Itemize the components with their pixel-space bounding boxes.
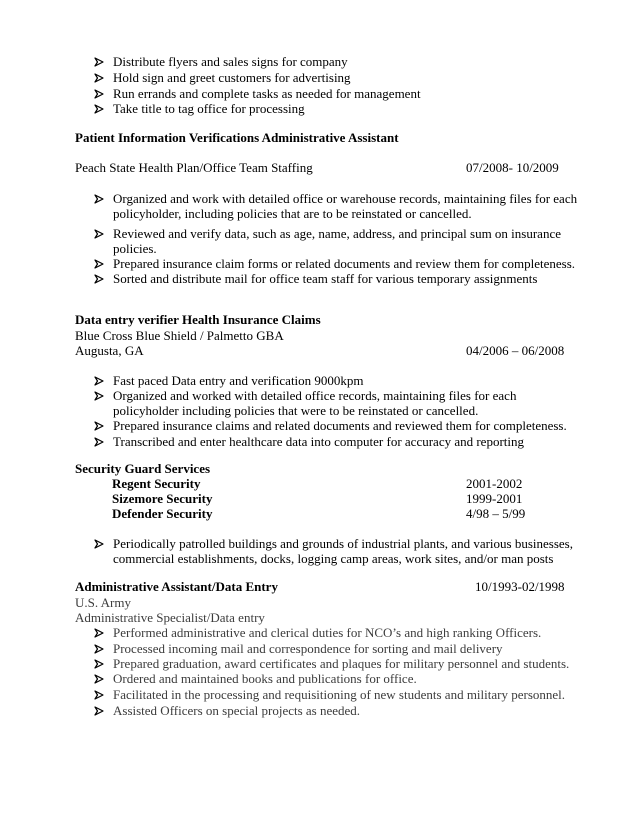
bullet-text: Fast paced Data entry and verification 9000kpm bbox=[113, 373, 364, 388]
bullet-text: Performed administrative and clerical duties for NCO’s and high ranking Officers. bbox=[113, 625, 542, 640]
bullet-text: Transcribed and enter healthcare data into computer for accuracy and reporting bbox=[113, 434, 525, 449]
bullet-text: Distribute flyers and sales signs for company bbox=[113, 54, 348, 69]
employer: Blue Cross Blue Shield / Palmetto GBA bbox=[75, 328, 284, 343]
job-title: Data entry verifier Health Insurance Claims bbox=[75, 312, 321, 327]
bullet-text: Assisted Officers on special projects as needed. bbox=[113, 703, 361, 718]
arrow-bullet-icon bbox=[94, 373, 104, 388]
bullet-text: Prepared insurance claims and related documents and reviewed them for completeness. bbox=[113, 418, 567, 433]
arrow-bullet-icon bbox=[94, 434, 104, 449]
list-item bbox=[94, 388, 516, 418]
arrow-bullet-icon bbox=[94, 641, 104, 656]
list-item bbox=[94, 656, 569, 671]
employer: Sizemore Security bbox=[112, 491, 213, 506]
dates: 4/98 – 5/99 bbox=[466, 506, 526, 521]
arrow-bullet-icon bbox=[94, 536, 104, 551]
arrow-bullet-icon bbox=[94, 625, 104, 640]
bullet-text: Run errands and complete tasks as needed for management bbox=[113, 86, 421, 101]
dates: 2001-2002 bbox=[466, 476, 523, 491]
list-item bbox=[94, 625, 541, 640]
bullet-text: Take title to tag office for processing bbox=[113, 101, 305, 116]
bullet-text: policyholder including policies that were to be reinstated or cancelled. bbox=[113, 403, 479, 418]
arrow-bullet-icon bbox=[94, 271, 104, 286]
list-item bbox=[94, 271, 537, 286]
list-item bbox=[94, 101, 305, 116]
employer: Regent Security bbox=[112, 476, 201, 491]
bullet-text: Prepared graduation, award certificates and plaques for military personnel and students. bbox=[113, 656, 570, 671]
bullet-text: Ordered and maintained books and publications for office. bbox=[113, 671, 417, 686]
list-item bbox=[94, 536, 573, 566]
dates: 10/1993-02/1998 bbox=[475, 579, 565, 594]
list-item bbox=[94, 191, 577, 221]
arrow-bullet-icon bbox=[94, 226, 104, 241]
list-item bbox=[94, 256, 575, 271]
arrow-bullet-icon bbox=[94, 671, 104, 686]
list-item bbox=[94, 70, 351, 85]
bullet-text: Reviewed and verify data, such as age, name, address, and principal sum on insurance bbox=[113, 226, 561, 241]
arrow-bullet-icon bbox=[94, 687, 104, 702]
arrow-bullet-icon bbox=[94, 101, 104, 116]
arrow-bullet-icon bbox=[94, 256, 104, 271]
list-item bbox=[94, 54, 348, 69]
bullet-text: commercial establishments, docks, logging camp areas, work sites, and/or man posts bbox=[113, 551, 554, 566]
bullet-text: Prepared insurance claim forms or related documents and review them for completeness. bbox=[113, 256, 576, 271]
arrow-bullet-icon bbox=[94, 418, 104, 433]
bullet-text: policies. bbox=[113, 241, 157, 256]
list-item bbox=[94, 373, 364, 388]
list-item bbox=[94, 671, 417, 686]
list-item bbox=[94, 86, 421, 101]
arrow-bullet-icon bbox=[94, 54, 104, 69]
job-title: Administrative Assistant/Data Entry bbox=[75, 579, 278, 594]
arrow-bullet-icon bbox=[94, 656, 104, 671]
list-item bbox=[94, 641, 503, 656]
bullet-text: Periodically patrolled buildings and grounds of industrial plants, and various businesses, bbox=[113, 536, 573, 551]
employer: U.S. Army bbox=[75, 595, 131, 610]
employer: Peach State Health Plan/Office Team Staffing bbox=[75, 160, 313, 175]
location: Augusta, GA bbox=[75, 343, 144, 358]
dates: 07/2008- 10/2009 bbox=[466, 160, 559, 175]
employer: Defender Security bbox=[112, 506, 213, 521]
arrow-bullet-icon bbox=[94, 703, 104, 718]
list-item bbox=[94, 687, 565, 702]
role: Administrative Specialist/Data entry bbox=[75, 610, 265, 625]
list-item bbox=[94, 418, 567, 433]
arrow-bullet-icon bbox=[94, 388, 104, 403]
list-item bbox=[94, 434, 524, 449]
bullet-text: Processed incoming mail and correspondence for sorting and mail delivery bbox=[113, 641, 503, 656]
job-title: Security Guard Services bbox=[75, 461, 211, 476]
bullet-text: policyholder, including policies that are to be reinstated or cancelled. bbox=[113, 206, 472, 221]
bullet-text: Facilitated in the processing and requisitioning of new students and military personnel. bbox=[113, 687, 566, 702]
arrow-bullet-icon bbox=[94, 70, 104, 85]
list-item bbox=[94, 703, 360, 718]
bullet-text: Organized and worked with detailed office records, maintaining files for each bbox=[113, 388, 517, 403]
dates: 04/2006 – 06/2008 bbox=[466, 343, 565, 358]
arrow-bullet-icon bbox=[94, 191, 104, 206]
dates: 1999-2001 bbox=[466, 491, 523, 506]
bullet-text: Sorted and distribute mail for office team staff for various temporary assignments bbox=[113, 271, 538, 286]
list-item bbox=[94, 226, 561, 256]
bullet-text: Hold sign and greet customers for advertising bbox=[113, 70, 351, 85]
arrow-bullet-icon bbox=[94, 86, 104, 101]
job-title: Patient Information Verifications Administrative Assistant bbox=[75, 130, 399, 145]
bullet-text: Organized and work with detailed office or warehouse records, maintaining files for each bbox=[113, 191, 578, 206]
